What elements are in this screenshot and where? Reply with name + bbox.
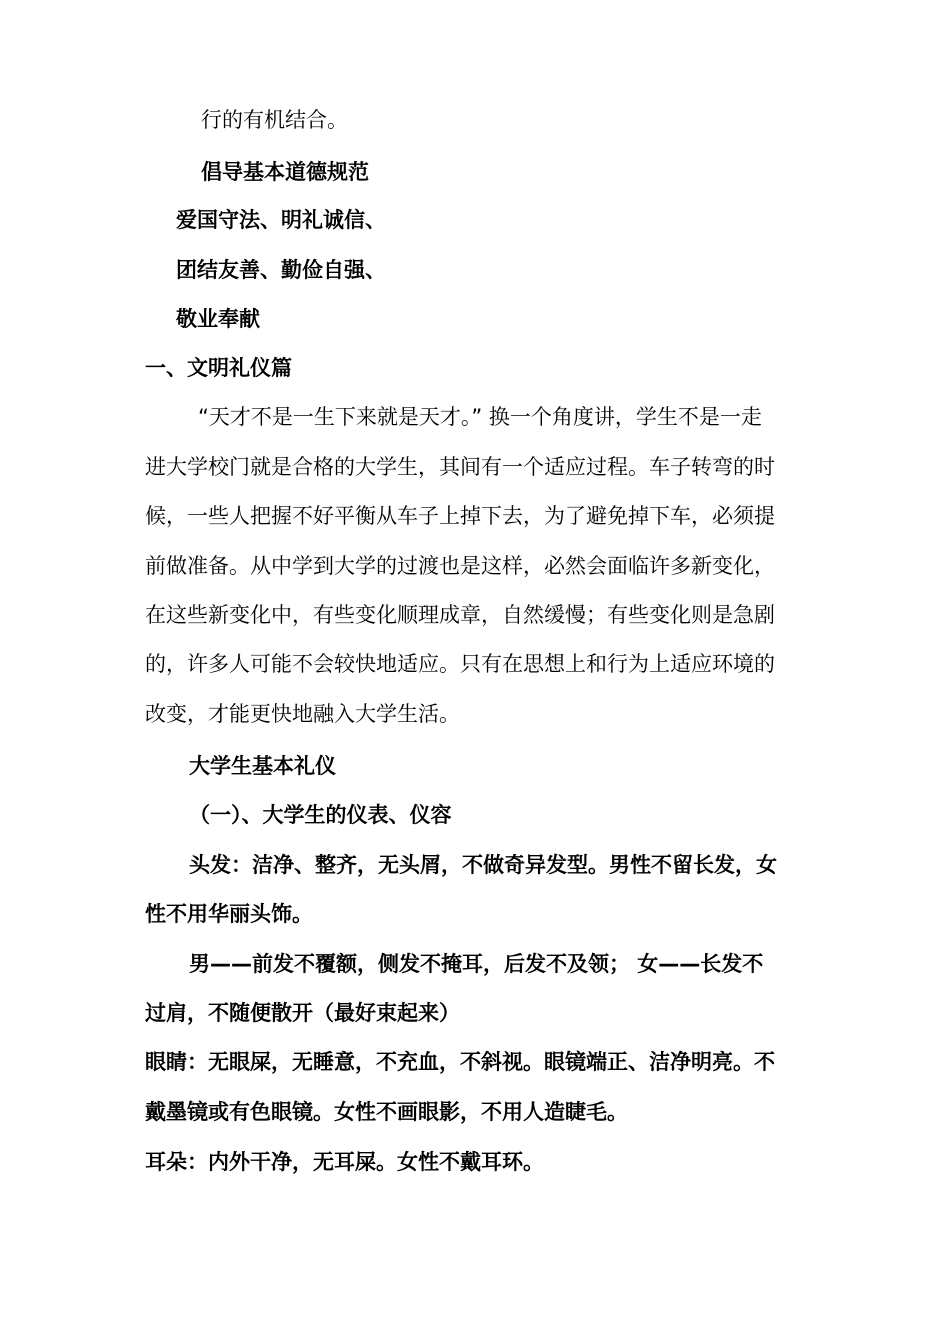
paragraph-line: 性不用华丽头饰。	[145, 902, 313, 926]
paragraph-line: 头发：洁净、整齐，无头屑，不做奇异发型。男性不留长发，女	[189, 853, 777, 877]
paragraph-line: 耳朵：内外干净，无耳屎。女性不戴耳环。	[145, 1150, 544, 1174]
paragraph-line: 行的有机结合。	[201, 108, 348, 132]
paragraph-line: 的，许多人可能不会较快地适应。只有在思想上和行为上适应环境的	[145, 652, 775, 676]
subheading: 倡导基本道德规范	[201, 160, 369, 184]
paragraph-line: 在这些新变化中，有些变化顺理成章，自然缓慢；有些变化则是急剧	[145, 603, 775, 627]
paragraph-line: 戴墨镜或有色眼镜。女性不画眼影，不用人造睫毛。	[145, 1100, 628, 1124]
subheading: 大学生基本礼仪	[189, 754, 336, 778]
section-heading: 一、文明礼仪篇	[145, 356, 292, 380]
paragraph-line: 候，一些人把握不好平衡从车子上掉下去，为了避免掉下车，必须提	[145, 504, 775, 528]
paragraph-line: 过肩，不随便散开（最好束起来）	[145, 1001, 460, 1025]
paragraph-line: 改变，才能更快地融入大学生活。	[145, 702, 460, 726]
subheading: （一）、大学生的仪表、仪容	[189, 803, 452, 827]
list-item: 团结友善、勤俭自强、	[176, 258, 386, 282]
paragraph-line: 前做准备。从中学到大学的过渡也是这样，必然会面临许多新变化，	[145, 554, 775, 578]
list-item: 爱国守法、明礼诚信、	[176, 208, 386, 232]
paragraph-line: “天才不是一生下来就是天才。” 换一个角度讲，学生不是一走	[198, 405, 762, 429]
paragraph-line: 进大学校门就是合格的大学生，其间有一个适应过程。车子转弯的时	[145, 455, 775, 479]
list-item: 敬业奉献	[176, 307, 260, 331]
paragraph-line: 眼睛：无眼屎，无睡意，不充血，不斜视。眼镜端正、洁净明亮。不	[145, 1050, 775, 1074]
paragraph-line: 男——前发不覆额，侧发不掩耳，后发不及领； 女——长发不	[189, 952, 764, 976]
